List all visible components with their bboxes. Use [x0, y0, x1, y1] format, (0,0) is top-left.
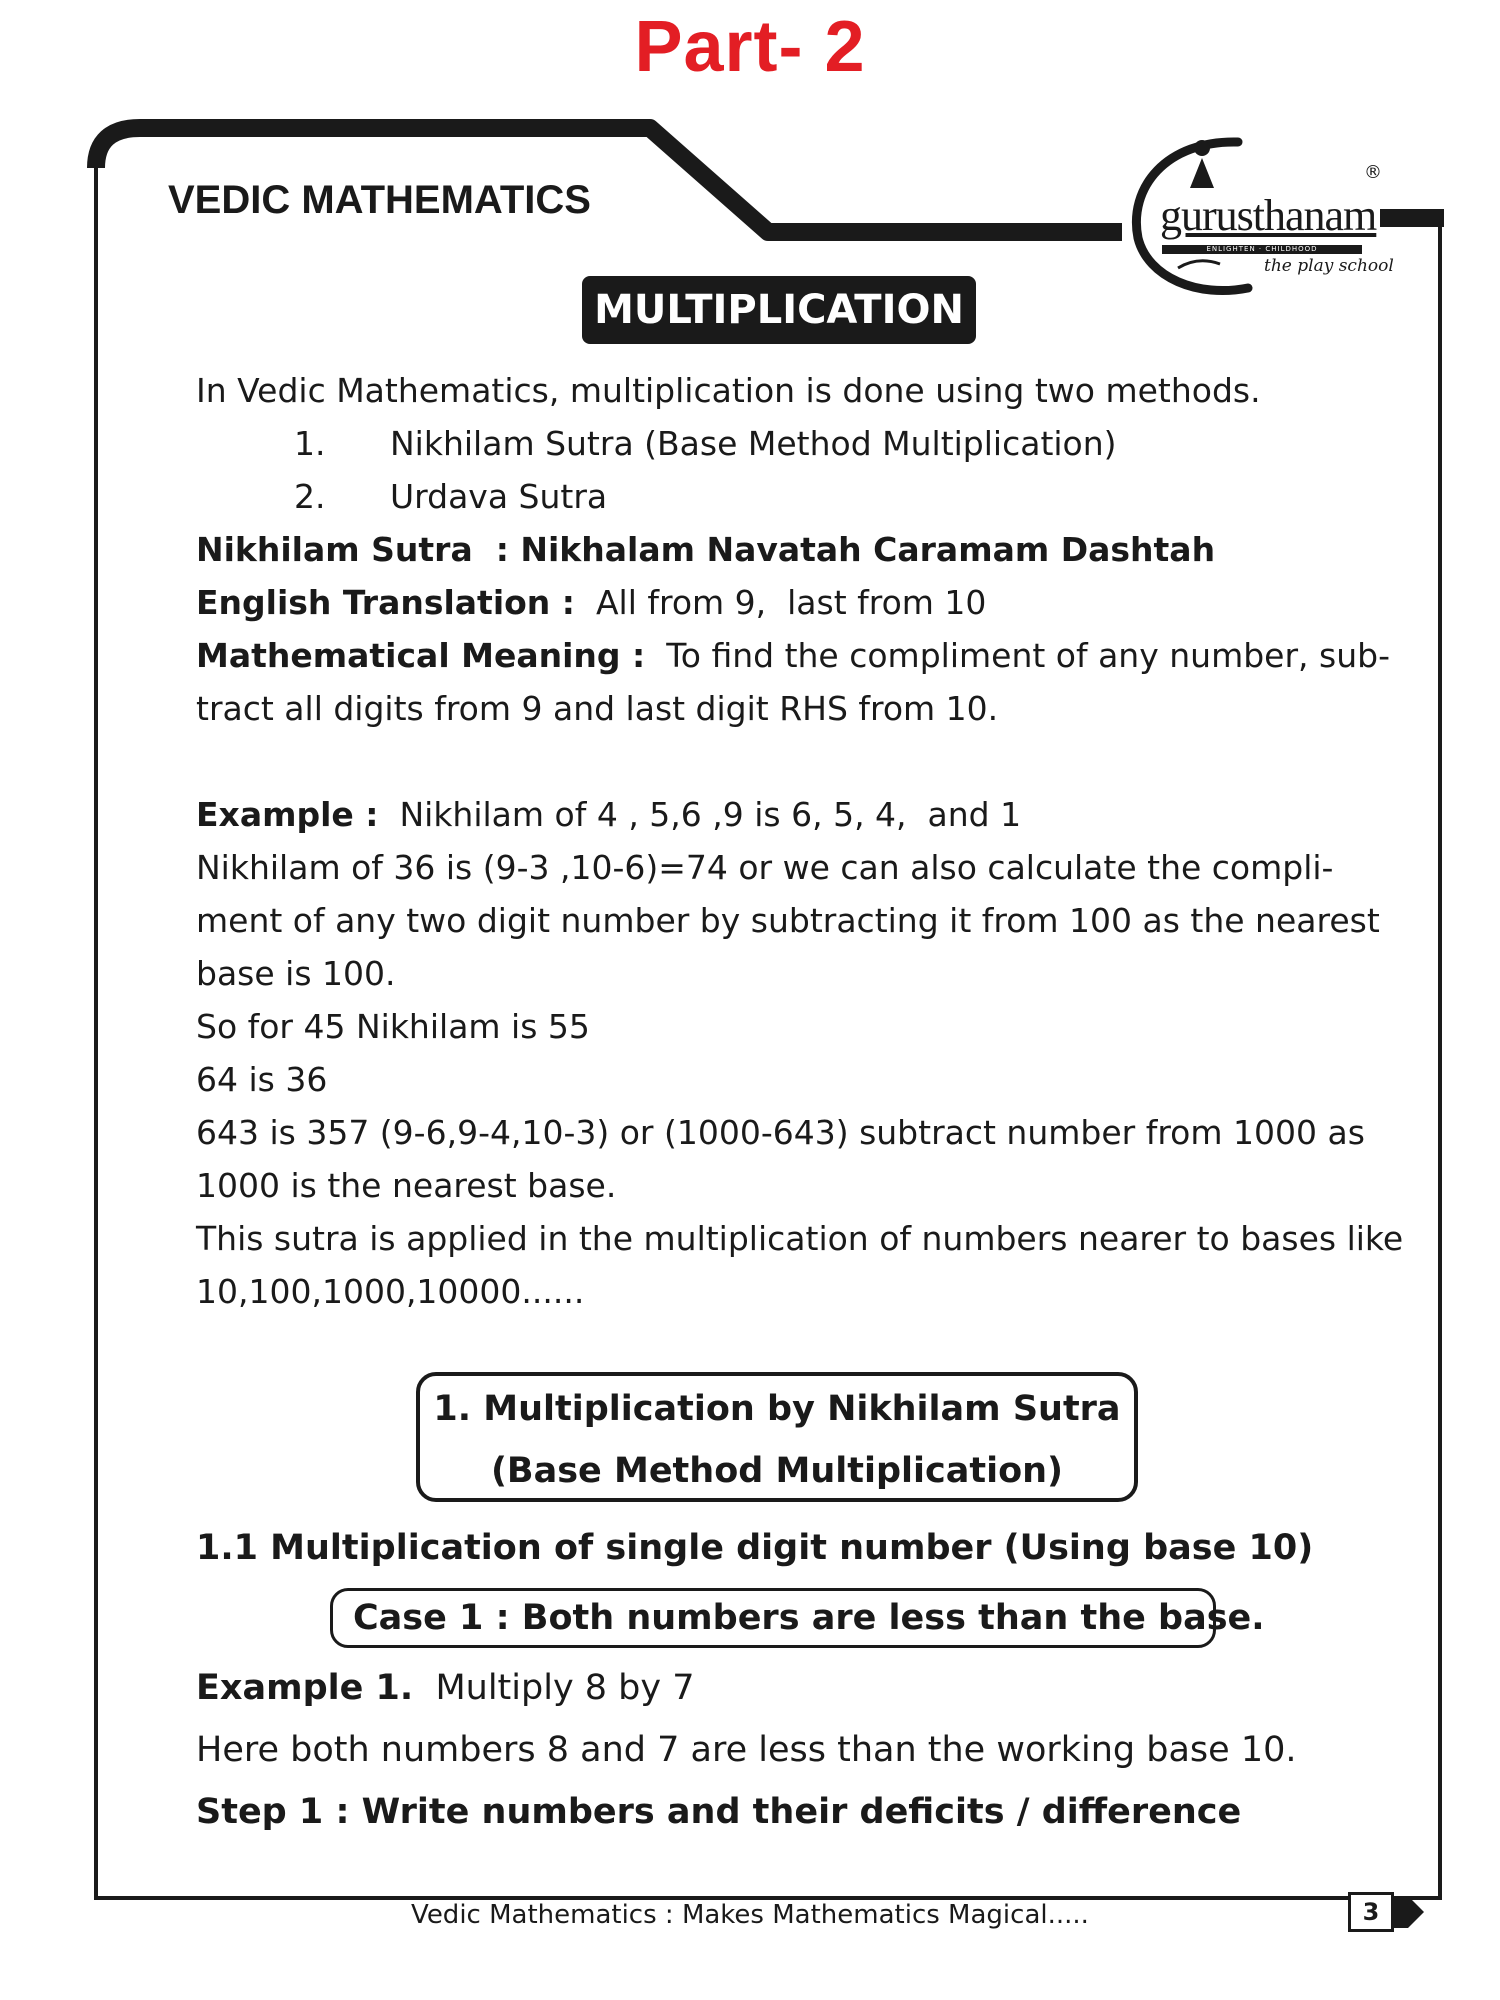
example-text-line: 1000 is the nearest base. [196, 1166, 617, 1205]
sutra-line [196, 523, 1360, 576]
example-text-line: 64 is 36 [196, 1060, 328, 1099]
example-text-line: This sutra is applied in the multiplication of numbers nearer to bases like [196, 1219, 1404, 1258]
method-number: 1. [294, 424, 326, 463]
subsection-heading: 1.1 Multiplication of single digit number (Using base 10) [196, 1528, 1314, 1568]
page-number: 3 [1348, 1892, 1394, 1932]
example-1-line [196, 1668, 695, 1708]
translation-label: English Translation : [196, 583, 575, 622]
example-1-label: Example 1. [196, 1668, 414, 1708]
method-heading-box [416, 1372, 1138, 1502]
method-item [196, 417, 1360, 470]
meaning-text: To find the compliment of any number, sub- [645, 636, 1390, 675]
meaning-line-2: tract all digits from 9 and last digit RHS from 10. [196, 689, 999, 728]
example-1-text: Multiply 8 by 7 [413, 1668, 695, 1708]
logo-tagline: ENLIGHTEN · CHILDHOOD [1162, 245, 1362, 254]
footer-text: Vedic Mathematics : Makes Mathematics Magical..... [411, 1900, 1089, 1930]
gurusthanam-logo [1118, 128, 1398, 303]
registered-mark: ® [1364, 162, 1382, 183]
example-text-line: base is 100. [196, 954, 396, 993]
explanation-line: Here both numbers 8 and 7 are less than the working base 10. [196, 1730, 1297, 1770]
case-label-box: Case 1 : Both numbers are less than the base. [330, 1588, 1216, 1648]
step-1-heading: Step 1 : Write numbers and their deficits / difference [196, 1792, 1242, 1832]
example-text-line: 643 is 357 (9-6,9-4,10-3) or (1000-643) subtract number from 1000 as [196, 1113, 1365, 1152]
sutra-label: Nikhilam Sutra [196, 530, 473, 569]
example-text-line: Nikhilam of 36 is (9-3 ,10-6)=74 or we can also calculate the compli- [196, 848, 1334, 887]
method-heading-line-2: (Base Method Multiplication) [490, 1451, 1064, 1491]
method-heading-line-1: 1. Multiplication by Nikhilam Sutra [433, 1389, 1121, 1429]
header-title: VEDIC MATHEMATICS [168, 178, 591, 222]
sutra-value: : Nikhalam Navatah Caramam Dashtah [472, 530, 1216, 569]
logo-name: gurusthanam [1160, 191, 1377, 240]
example-label: Example : [196, 795, 379, 834]
example-line [196, 788, 1360, 841]
example-text-line: ment of any two digit number by subtracting it from 100 as the nearest [196, 901, 1380, 940]
meaning-line [196, 629, 1390, 682]
example-first: Nikhilam of 4 , 5,6 ,9 is 6, 5, 4, and 1 [378, 795, 1022, 834]
section-title: MULTIPLICATION [582, 276, 976, 344]
method-label: Urdava Sutra [390, 477, 608, 516]
method-item [196, 470, 1360, 523]
method-number: 2. [294, 477, 326, 516]
translation-value: All from 9, last from 10 [574, 583, 987, 622]
intro-text: In Vedic Mathematics, multiplication is done using two methods. [196, 371, 1261, 410]
logo-slogan: the play school [1264, 256, 1394, 276]
translation-line [196, 576, 1360, 629]
main-content [196, 364, 1404, 1318]
meaning-label: Mathematical Meaning : [196, 636, 646, 675]
example-text-line: So for 45 Nikhilam is 55 [196, 1007, 590, 1046]
example-text-line: 10,100,1000,10000...... [196, 1272, 585, 1311]
method-label: Nikhilam Sutra (Base Method Multiplication) [390, 424, 1117, 463]
part-title: Part- 2 [634, 7, 866, 87]
